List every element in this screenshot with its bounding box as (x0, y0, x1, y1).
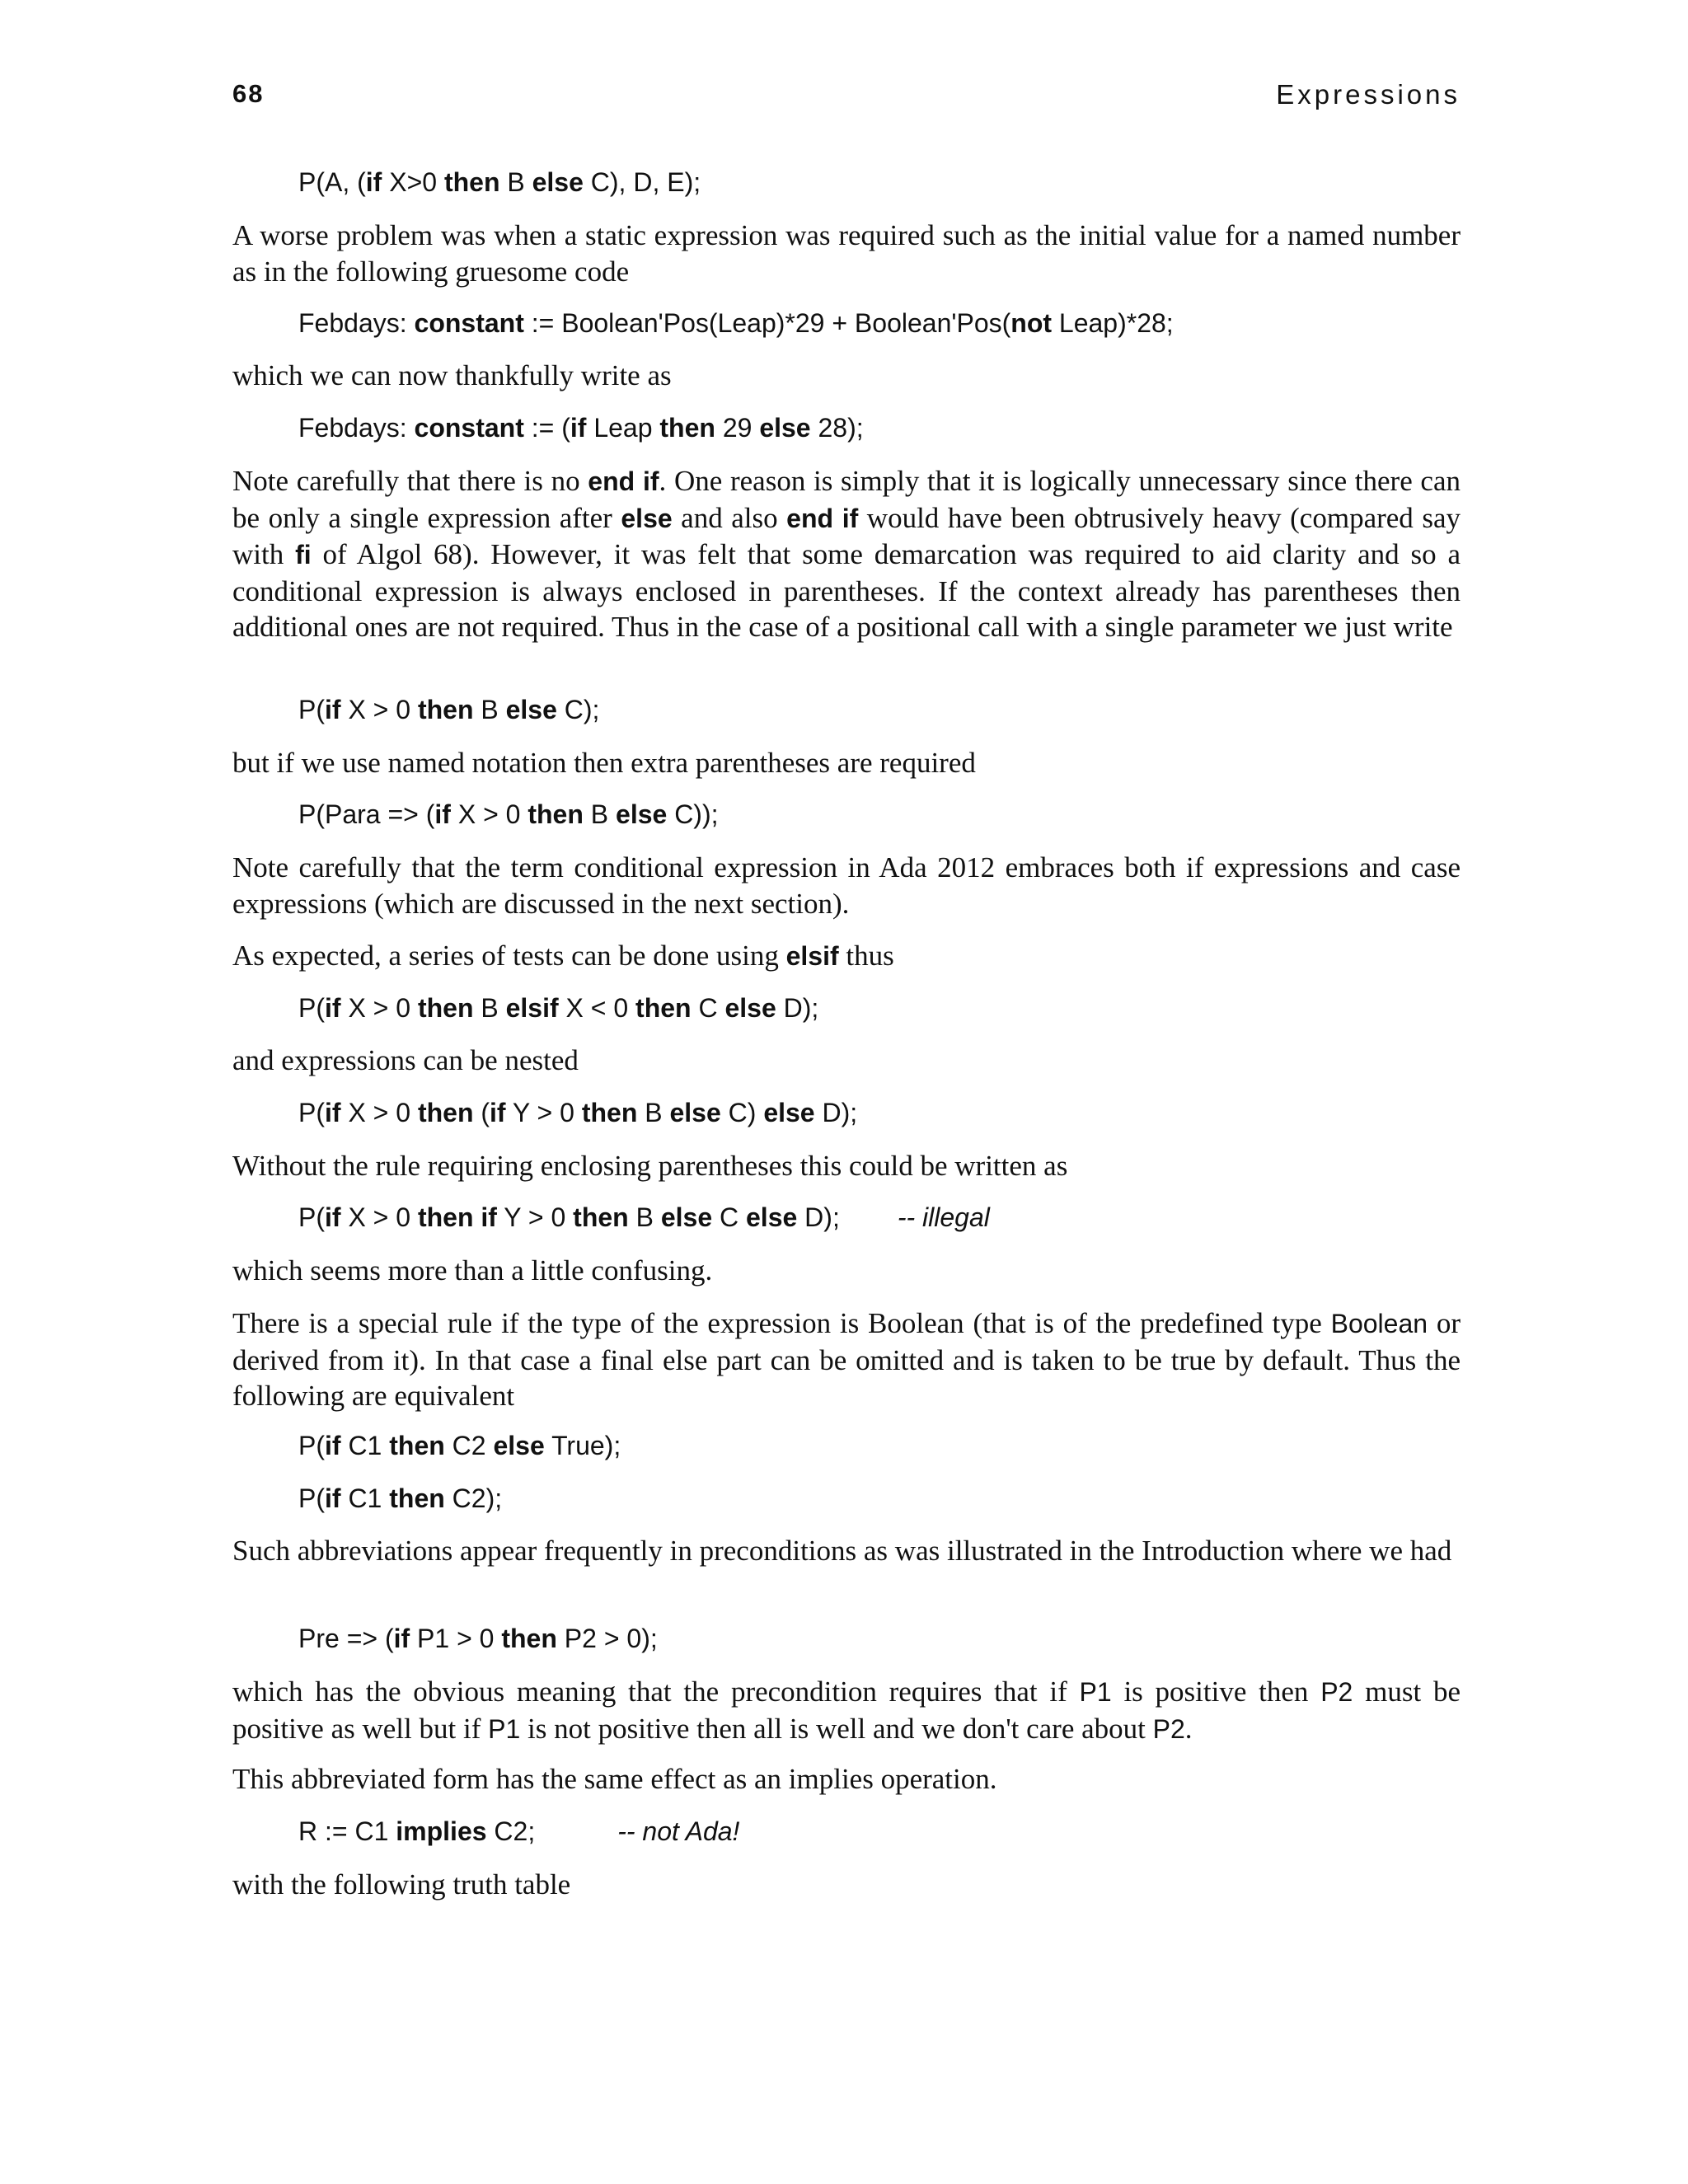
text-run: Such abbreviations appear frequently in preconditions as was illustrated in the Introduction where we had (232, 1535, 1452, 1567)
emphasis-text: implies (396, 1816, 487, 1846)
text-run: would have been obtrusively heavy (compared say with (232, 501, 1461, 570)
emphasis-text: then (417, 1098, 474, 1127)
emphasis-text: else (759, 413, 811, 443)
emphasis-text: then (417, 993, 474, 1023)
text-run: Febdays: (298, 308, 415, 338)
emphasis-text: if (490, 1098, 506, 1127)
emphasis-text: else (746, 1202, 798, 1232)
text-run: Y > 0 (496, 1202, 574, 1232)
emphasis-text: then (417, 1202, 474, 1232)
text-run: C (712, 1202, 746, 1232)
code-line (232, 1200, 1526, 1235)
text-run: C2 (444, 1431, 494, 1460)
text-run: := ( (523, 413, 570, 443)
text-run: X > 0 (450, 799, 528, 829)
text-run: thus (838, 940, 894, 972)
text-run: C (691, 993, 725, 1023)
emphasis-text: elsif (505, 993, 559, 1023)
text-run: Y > 0 (505, 1098, 582, 1127)
text-run: There is a special rule if the type of the expression is Boolean (that is of the predefined type (232, 1307, 1331, 1339)
code-line (232, 306, 1526, 341)
emphasis-text: if (481, 1202, 497, 1232)
text-run: C2); (444, 1483, 503, 1513)
emphasis-text: then (389, 1483, 445, 1513)
code-line (232, 1095, 1526, 1131)
text-run: C)); (667, 799, 719, 829)
emphasis-text: then (501, 1624, 557, 1653)
emphasis-text: else (763, 1098, 815, 1127)
text-run: B (499, 167, 532, 197)
code-line (232, 1428, 1526, 1464)
emphasis-text: P1 (1079, 1677, 1112, 1707)
text-run: R := C1 (298, 1816, 396, 1846)
running-title: Expressions (1276, 79, 1461, 110)
emphasis-text: else (669, 1098, 721, 1127)
text-run: X > 0 (340, 1098, 418, 1127)
text-run: or derived from it). In that case a final else part can be omitted and is taken to be true by default. Thus the following are equivalent (232, 1307, 1461, 1412)
emphasis-text: else (616, 799, 668, 829)
text-run: P( (298, 1098, 325, 1127)
text-run: P( (298, 1431, 325, 1460)
text-run: with the following truth table (232, 1868, 571, 1900)
page-number: 68 (232, 79, 265, 108)
text-run: As expected, a series of tests can be done using (232, 940, 786, 972)
text-run: D); (814, 1098, 858, 1127)
text-run: Pre => ( (298, 1624, 394, 1653)
emphasis-text: else (621, 503, 673, 533)
emphasis-text: elsif (785, 941, 839, 971)
text-run: C), D, E); (583, 167, 701, 197)
text-run: C1 (340, 1431, 390, 1460)
paragraph (232, 1533, 1461, 1569)
text-run: := Boolean'Pos(Leap)*29 + Boolean'Pos( (523, 308, 1011, 338)
emphasis-text: then (443, 167, 500, 197)
text-run: Leap)*28; (1052, 308, 1174, 338)
text-run: . One reason is simply that it is logically unnecessary since there can be only a single expression after (232, 465, 1461, 534)
emphasis-text: else (724, 993, 776, 1023)
code-line (232, 1814, 1526, 1849)
emphasis-text: then (573, 1202, 629, 1232)
emphasis-text: then (389, 1431, 445, 1460)
emphasis-text: if (325, 1098, 341, 1127)
emphasis-text: then (417, 695, 474, 724)
text-run: which we can now thankfully write as (232, 359, 672, 391)
text-run: is not positive then all is well and we don't care about (520, 1712, 1153, 1745)
text-run: Leap (586, 413, 660, 443)
text-run: True); (544, 1431, 621, 1460)
text-run: B (473, 695, 506, 724)
text-run: This abbreviated form has the same effect as an implies operation. (232, 1763, 997, 1795)
text-run: is positive then (1111, 1675, 1321, 1708)
paragraph (232, 218, 1461, 289)
emphasis-text: P2 (1320, 1677, 1353, 1707)
emphasis-text: else (505, 695, 557, 724)
paragraph (232, 938, 1461, 975)
paragraph (232, 1867, 1461, 1903)
text-run: ( (473, 1098, 490, 1127)
text-run: B (583, 799, 617, 829)
paragraph (232, 1761, 1461, 1797)
code-line (232, 797, 1526, 832)
emphasis-text: if (434, 799, 451, 829)
text-run: P1 > 0 (410, 1624, 502, 1653)
emphasis-text: constant (414, 308, 524, 338)
text-run: . (1184, 1712, 1193, 1745)
text-run: D); (776, 993, 819, 1023)
text-run: P2 > 0); (556, 1624, 658, 1653)
text-run: X > 0 (340, 695, 418, 724)
text-run: 28); (810, 413, 864, 443)
text-run: P( (298, 993, 325, 1023)
code-line (232, 991, 1526, 1026)
code-comment: -- not Ada! (617, 1816, 740, 1846)
paragraph (232, 1305, 1461, 1414)
code-line (232, 1481, 1526, 1516)
text-run: C2; (486, 1816, 536, 1846)
text-run: P(A, ( (298, 167, 366, 197)
text-run: X < 0 (558, 993, 636, 1023)
emphasis-text: if (325, 1202, 341, 1232)
emphasis-text: if (325, 1483, 341, 1513)
text-run: and also (672, 501, 787, 534)
text-run: C) (720, 1098, 764, 1127)
emphasis-text: end if (588, 466, 659, 496)
text-run: which has the obvious meaning that the precondition requires that if (232, 1675, 1080, 1708)
emphasis-text: end if (786, 503, 859, 533)
text-run: B (473, 993, 506, 1023)
text-run: D); (797, 1202, 840, 1232)
text-run: P( (298, 695, 325, 724)
text-run: Without the rule requiring enclosing parentheses this could be written as (232, 1150, 1068, 1182)
text-run: X>0 (382, 167, 444, 197)
emphasis-text: if (570, 413, 587, 443)
text-run: B (628, 1202, 661, 1232)
emphasis-text: else (660, 1202, 713, 1232)
emphasis-text: if (365, 167, 382, 197)
text-run: P(Para => ( (298, 799, 435, 829)
emphasis-text: constant (414, 413, 524, 443)
page-header (232, 79, 1461, 120)
text-run: C); (556, 695, 600, 724)
emphasis-text: not (1010, 308, 1053, 338)
paragraph (232, 1253, 1461, 1289)
text-run: Note carefully that there is no (232, 465, 588, 497)
code-line (232, 692, 1526, 728)
text-run: P( (298, 1202, 325, 1232)
emphasis-text: P2 (1152, 1713, 1185, 1744)
text-run: but if we use named notation then extra parentheses are required (232, 747, 976, 779)
text-run: which seems more than a little confusing. (232, 1254, 713, 1286)
text-run: of Algol 68). However, it was felt that some demarcation was required to aid clarity and so a conditional expression is always enclosed in parentheses. If the context already has parentheses then additional ones are not required. Thus in the case of a positional call with a single parameter we just write (232, 538, 1461, 643)
text-run: A worse problem was when a static expression was required such as the initial value for a named number as in the following gruesome code (232, 219, 1461, 288)
paragraph (232, 463, 1461, 645)
emphasis-text: then (528, 799, 584, 829)
text-run: must be positive as well but if (232, 1675, 1461, 1745)
paragraph (232, 1674, 1461, 1747)
text-run: X > 0 (340, 1202, 418, 1232)
paragraph (232, 1043, 1461, 1079)
code-line (232, 1621, 1526, 1657)
emphasis-text: then (635, 993, 692, 1023)
emphasis-text: then (581, 1098, 638, 1127)
text-run: X > 0 (340, 993, 418, 1023)
text-run: P( (298, 1483, 325, 1513)
emphasis-text: if (325, 695, 341, 724)
paragraph (232, 850, 1461, 921)
paragraph (232, 358, 1461, 394)
emphasis-text: fi (295, 540, 312, 569)
emphasis-text: if (325, 993, 341, 1023)
text-run: C1 (340, 1483, 390, 1513)
paragraph (232, 745, 1461, 781)
code-line (232, 165, 1526, 200)
text-run: B (637, 1098, 670, 1127)
emphasis-text: if (393, 1624, 410, 1653)
emphasis-text: Boolean (1330, 1309, 1428, 1338)
emphasis-text: else (532, 167, 584, 197)
paragraph (232, 1148, 1461, 1184)
text-run: Note carefully that the term conditional expression in Ada 2012 embraces both if expressions and case expressions (which are discussed in the next section). (232, 851, 1461, 920)
emphasis-text: if (325, 1431, 341, 1460)
emphasis-text: P1 (488, 1713, 521, 1744)
code-comment: -- illegal (897, 1202, 990, 1232)
emphasis-text: else (493, 1431, 545, 1460)
text-run: 29 (715, 413, 760, 443)
text-run: Febdays: (298, 413, 415, 443)
emphasis-text: then (659, 413, 715, 443)
code-line (232, 410, 1526, 446)
text-run: and expressions can be nested (232, 1044, 579, 1076)
